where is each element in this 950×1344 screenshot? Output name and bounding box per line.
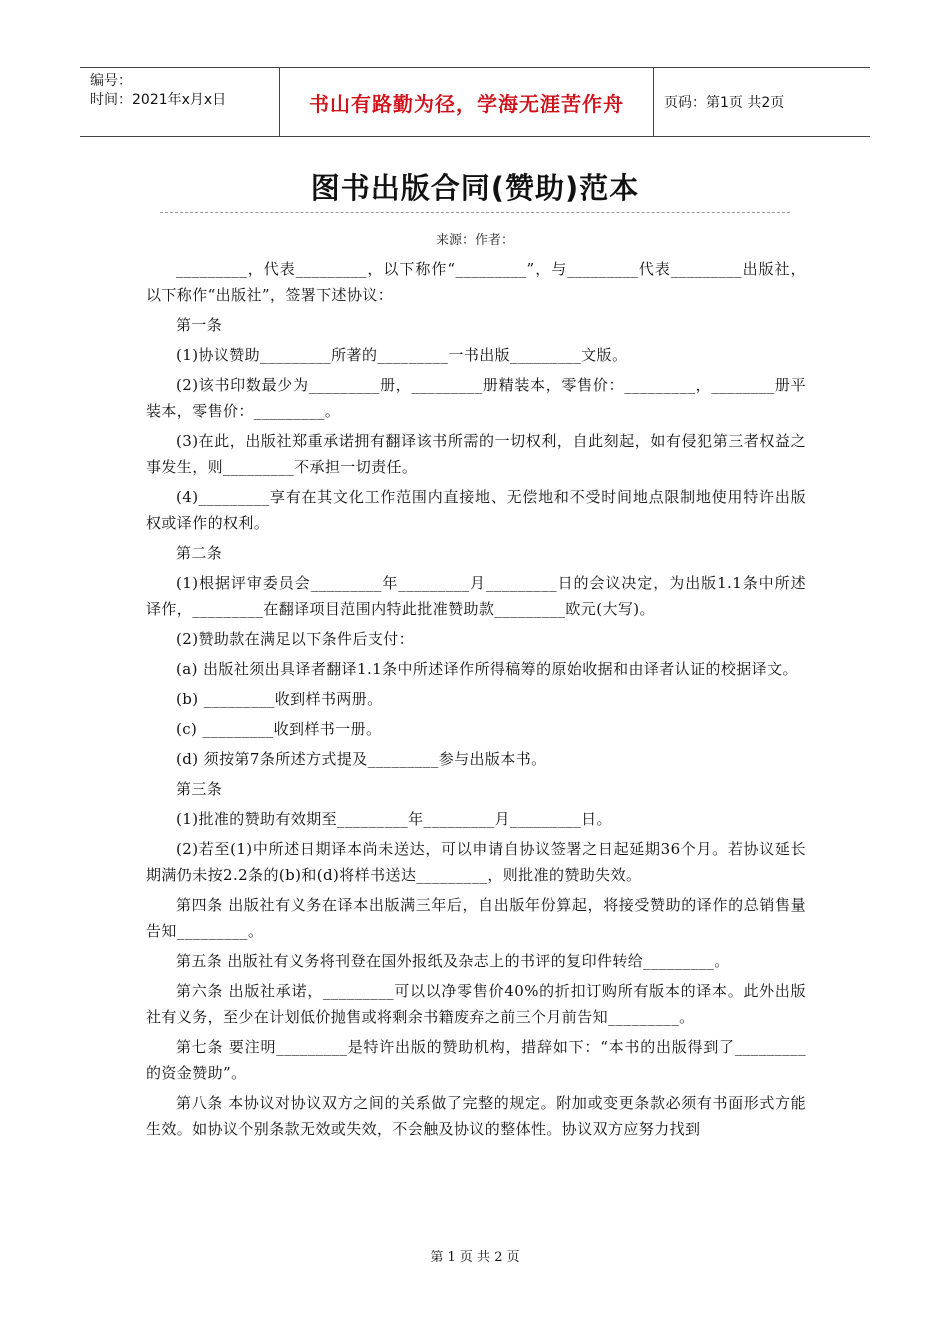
article-8: 第八条 本协议对协议双方之间的关系做了完整的规定。附加或变更条款必须有书面形式方能生效。如协议个别条款无效或失效，不会触及协议的整体性。协议双方应努力找到 — [146, 1094, 806, 1138]
header-page-number: 页码：第1页 共2页 — [664, 95, 785, 111]
article-6: 第六条 出版社承诺，_________可以以净零售价40%的折扣订购所有版本的译本。此外出版社有义务，至少在计划低价抛售或将剩余书籍废弃之前三个月前告知_________。 — [146, 982, 806, 1026]
document-time: 时间：2021年x月x日 — [90, 92, 227, 108]
page-footer: 第 1 页 共 2 页 — [430, 1250, 520, 1265]
article-1-heading: 第一条 — [176, 316, 223, 334]
article-2-clause-2: (2)赞助款在满足以下条件后支付： — [176, 630, 415, 648]
paragraph-intro: _________，代表_________，以下称作“_________”，与_________代表_________出版社，以下称作“出版社”，签署下述协议： — [146, 260, 806, 304]
article-3-clause-1: (1)批准的赞助有效期至_________年_________月_________日。 — [176, 810, 612, 828]
title-divider — [160, 212, 790, 213]
article-2-item-c: (c) _________收到样书一册。 — [176, 720, 382, 738]
article-2-item-a: (a) 出版社须出具译者翻译1.1条中所述译作所得稿筹的原始收据和由译者认证的校据译文。 — [176, 660, 798, 678]
article-7: 第七条 要注明_________是特许出版的赞助机构，措辞如下：“本书的出版得到了_________的资金赞助”。 — [146, 1038, 806, 1082]
article-3-clause-2: (2)若至(1)中所述日期译本尚未送达，可以申请自协议签署之日起延期36个月。若协议延长期满仍未按2.2条的(b)和(d)将样书送达_________，则批准的赞助失效。 — [146, 840, 806, 884]
document-number: 编号： — [90, 73, 132, 89]
article-2-item-d: (d) 须按第7条所述方式提及_________参与出版本书。 — [176, 750, 547, 768]
article-1-clause-2: (2)该书印数最少为_________册，_________册精装本，零售价：_________，________册平装本，零售价：_________。 — [146, 376, 806, 420]
page-header — [80, 67, 870, 137]
article-4: 第四条 出版社有义务在译本出版满三年后，自出版年份算起，将接受赞助的译作的总销售量告知_________。 — [146, 896, 806, 940]
article-2-clause-1: (1)根据评审委员会_________年_________月_________日的会议决定，为出版1.1条中所述译作，_________在翻译项目范围内特此批准赞助款_________欧元(大写)。 — [146, 574, 806, 618]
header-motto: 书山有路勤为径，学海无涯苦作舟 — [280, 68, 654, 136]
article-3-heading: 第三条 — [176, 780, 223, 798]
article-1-clause-1: (1)协议赞助_________所著的_________一书出版_________文版。 — [176, 346, 628, 364]
article-5: 第五条 出版社有义务将刊登在国外报纸及杂志上的书评的复印件转给_________。 — [176, 952, 730, 970]
header-meta — [80, 68, 280, 136]
article-2-item-b: (b) _________收到样书两册。 — [176, 690, 383, 708]
article-1-clause-4: (4)_________享有在其文化工作范围内直接地、无偿地和不受时间地点限制地使用特许出版权或译作的权利。 — [146, 488, 806, 532]
article-2-heading: 第二条 — [176, 544, 223, 562]
document-title: 图书出版合同(赞助)范本 — [310, 171, 640, 205]
document-source: 来源：作者： — [435, 233, 514, 248]
article-1-clause-3: (3)在此，出版社郑重承诺拥有翻译该书所需的一切权利，自此刻起，如有侵犯第三者权益之事发生，则_________不承担一切责任。 — [146, 432, 806, 476]
document-body — [146, 256, 806, 1146]
